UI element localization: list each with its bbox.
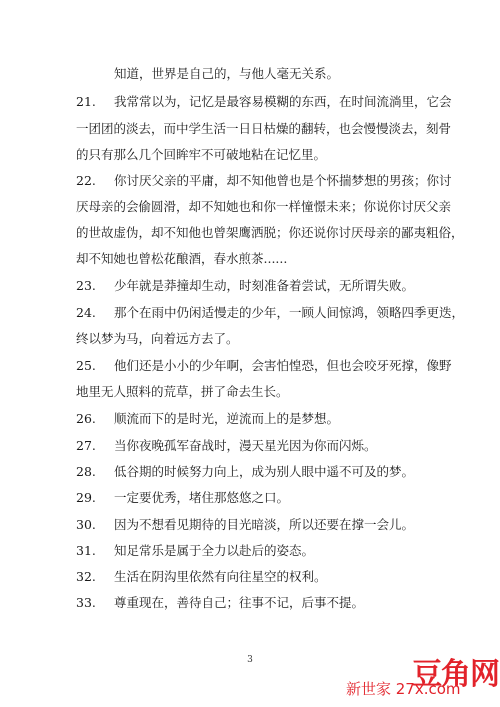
line-text: 你讨厌父亲的平庸，却不知他曾也是个怀揣梦想的男孩；你讨 [114, 173, 452, 188]
item-number: 30. [76, 517, 96, 532]
text-line [76, 543, 436, 559]
watermark-site: 新世家 27x.com [346, 680, 461, 698]
text-line [76, 595, 436, 611]
text-line [76, 225, 464, 241]
text-line [76, 121, 452, 137]
line-text: 少年就是莽撞却生动，时刻准备着尝试，无所谓失败。 [114, 278, 415, 293]
item-number: 23. [76, 278, 96, 293]
text-line [76, 66, 436, 82]
text-line [76, 94, 452, 110]
line-text: 地里无人照料的荒草，拼了命去生长。 [76, 384, 289, 399]
watermark-logo: 豆角网 [412, 657, 499, 692]
line-text: 的只有那么几个回眸牢不可破地粘在记忆里。 [76, 147, 327, 162]
line-text: 我常常以为，记忆是最容易模糊的东西，在时间流淌里，它会 [114, 94, 452, 109]
text-line [76, 278, 436, 294]
text-line [76, 490, 436, 506]
line-text: 却不知她也曾松花酿酒，春水煎茶...... [76, 251, 288, 266]
item-number: 26. [76, 411, 96, 426]
item-number: 25. [76, 358, 96, 373]
text-line [76, 464, 436, 480]
item-number: 29. [76, 490, 96, 505]
text-line [76, 569, 436, 585]
line-text: 尊重现在，善待自己；往事不记，后事不提。 [114, 595, 365, 610]
line-text: 当你夜晚孤军奋战时，漫天星光因为你而闪烁。 [114, 438, 377, 453]
item-number: 24. [76, 305, 96, 320]
text-line [76, 199, 452, 215]
text-line [76, 173, 452, 189]
text-line [76, 331, 436, 347]
text-line [76, 438, 436, 454]
line-text: 一团团的淡去，而中学生活一日日枯燥的翻转，也会慢慢淡去，刻骨 [76, 121, 452, 136]
text-line [76, 358, 452, 374]
line-text: 知足常乐是属于全力以赴后的姿态。 [114, 543, 315, 558]
text-line [76, 147, 436, 163]
line-text: 生活在阴沟里依然有向往星空的权利。 [114, 569, 327, 584]
line-text: 低谷期的时候努力向上，成为别人眼中遥不可及的梦。 [114, 464, 415, 479]
line-text: 一定要优秀，堵住那悠悠之口。 [114, 490, 290, 505]
line-text: 那个在雨中仍闲适慢走的少年，一顾人间惊鸿，领略四季更迭， [114, 305, 465, 320]
item-number: 27. [76, 438, 96, 453]
item-number: 28. [76, 464, 96, 479]
line-text: 顺流而下的是时光，逆流而上的是梦想。 [114, 411, 340, 426]
line-text: 知道，世界是自己的，与他人毫无关系。 [114, 66, 340, 81]
item-number: 31. [76, 543, 96, 558]
page-number: 3 [247, 655, 253, 665]
line-text: 厌母亲的会偷圆滑，却不知她也和你一样憧憬未来；你说你讨厌父亲 [76, 199, 452, 214]
text-line [76, 517, 436, 533]
text-line [76, 384, 436, 400]
line-text: 他们还是小小的少年啊，会害怕惶恐，但也会咬牙死撑，像野 [114, 358, 452, 373]
line-text: 的世故虚伪，却不知他也曾架鹰洒脱；你还说你讨厌母亲的鄙夷粗俗， [76, 225, 464, 240]
text-line [76, 411, 436, 427]
item-number: 22. [76, 173, 96, 188]
line-text: 因为不想看见期待的目光暗淡，所以还要在撑一会儿。 [114, 517, 415, 532]
line-text: 终以梦为马，向着远方去了。 [76, 331, 239, 346]
text-line [76, 251, 436, 267]
item-number: 33. [76, 595, 96, 610]
text-line [76, 305, 465, 321]
item-number: 21. [76, 94, 96, 109]
item-number: 32. [76, 569, 96, 584]
